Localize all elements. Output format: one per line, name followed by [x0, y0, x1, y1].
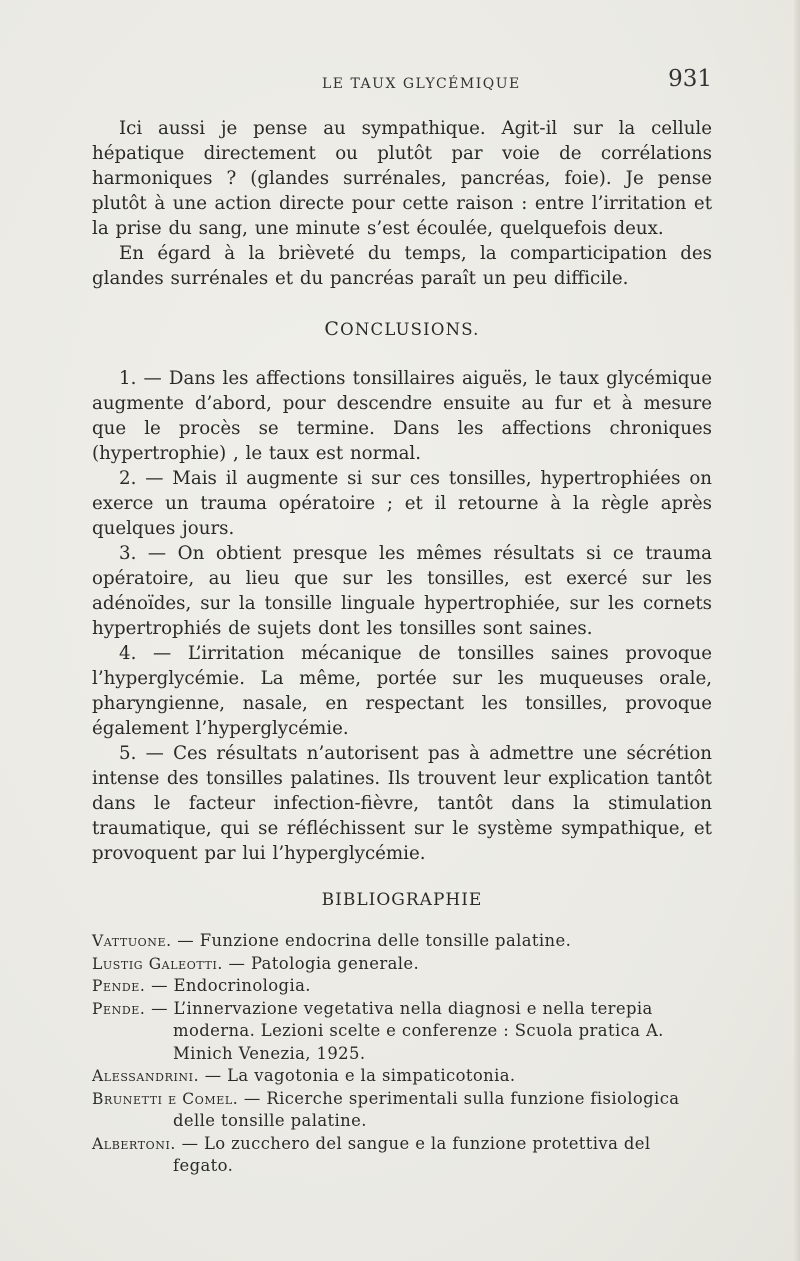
page-number: 931 — [668, 66, 712, 92]
bib-entry — [92, 998, 712, 1066]
intro-section — [92, 116, 712, 291]
bib-entry — [92, 975, 712, 998]
bib-author: Vattuone. — [92, 932, 172, 950]
conclusion-item-3: 3. — On obtient presque les mêmes résultats si ce trauma opératoire, au lieu que sur les tonsilles, est exercé sur les adénoïdes, sur la tonsille linguale hypertrophiée, sur les cornets hypertrophiés de sujets dont les tonsilles sont saines. — [92, 543, 712, 639]
bib-author: Pende. — [92, 977, 146, 995]
bib-text: — L’innervazione vegetativa nella diagnosi e nella terepia moderna. Lezioni scelte e conferenze : Scuola pratica A. Minich Venezia, 1925. — [145, 998, 664, 1063]
conclusions-list — [92, 366, 712, 866]
bib-text: — Ricerche sperimentali sulla funzione fisiologica delle tonsille palatine. — [173, 1088, 680, 1130]
bib-text: — Patologia generale. — [222, 953, 420, 973]
bib-author: Lustig Galeotti. — [92, 954, 223, 973]
bib-text: — Funzione endocrina delle tonsille palatine. — [171, 931, 572, 950]
conclusions-heading — [92, 318, 712, 340]
conclusion-item-2: 2. — Mais il augmente si sur ces tonsilles, hypertrophiées on exerce un trauma opératoire ; et il retourne à la règle après quelques jours. — [92, 468, 712, 539]
conclusions-heading-rest: ONCLUSIONS. — [340, 320, 480, 339]
bib-entry — [92, 1088, 712, 1133]
conclusion-item-5: 5. — Ces résultats n’autorisent pas à admettre une sécrétion intense des tonsilles palatines. Ils trouvent leur explication tantôt dans le facteur infection-fièvre, tantôt dans la stimulation traumatique, qui se réfléchissent sur le système sympathique, et provoquent par lui l’hyperglycémie. — [92, 743, 712, 864]
page-edge-shadow — [794, 0, 800, 1261]
conclusion-item-4: 4. — L’irritation mécanique de tonsilles saines provoque l’hyperglycémie. La même, portée sur les muqueuses orale, pharyngienne, nasale, en respectant les tonsilles, provoque également l’hyperglycémie. — [92, 643, 712, 739]
bib-author: Alessandrini. — [92, 1067, 200, 1085]
page-header — [92, 66, 712, 96]
bib-author: Albertoni. — [92, 1134, 176, 1153]
bib-text: — La vagotonia e la simpaticotonia. — [199, 1066, 516, 1085]
running-head: LE TAUX GLYCÉMIQUE — [322, 76, 521, 92]
bibliography-list — [92, 930, 712, 1178]
conclusions-heading-initial: C — [324, 318, 341, 340]
bibliography-heading: BIBLIOGRAPHIE — [321, 890, 483, 910]
bib-author: Pende. — [92, 999, 146, 1018]
intro-paragraph-1: Ici aussi je pense au sympathique. Agit-il sur la cellule hépatique directement ou plutôt par voie de corrélations harmoniques ? (glandes surrénales, pancréas, foie). Je pense plutôt à une action directe pour cette raison : entre l’irritation et la prise du sang, une minute s’est écoulée, quelquefois deux. — [92, 118, 712, 239]
conclusion-item-1: 1. — Dans les affections tonsillaires aiguës, le taux glycémique augmente d’abord, pour descendre ensuite au fur et à mesure que le procès se termine. Dans les affections chroniques (hypertrophie) , le taux est normal. — [92, 368, 712, 464]
bib-entry — [92, 1065, 712, 1088]
bib-text: — Endocrinologia. — [145, 976, 311, 995]
bib-author: Brunetti e Comel. — [92, 1089, 239, 1108]
bib-entry — [92, 930, 712, 953]
bib-entry — [92, 953, 712, 976]
bib-entry — [92, 1133, 712, 1178]
bib-text: — Lo zucchero del sangue e la funzione protettiva del fegato. — [173, 1133, 651, 1175]
intro-paragraph-2: En égard à la brièveté du temps, la comparticipation des glandes surrénales et du pancréas paraît un peu difficile. — [92, 243, 712, 289]
